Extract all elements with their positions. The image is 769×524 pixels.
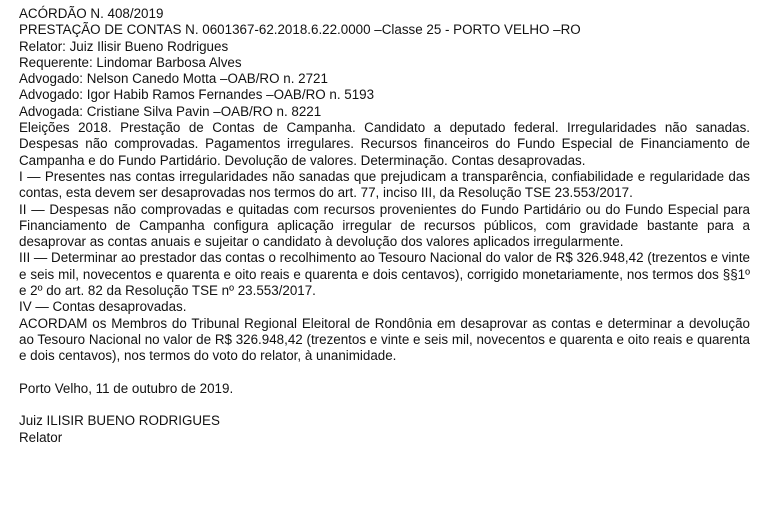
advogado-line-2: Advogado: Igor Habib Ramos Fernandes –OAB/RO n. 5193 (19, 87, 375, 103)
spacer (19, 365, 750, 381)
item-iii-paragraph: III — Determinar ao prestador das contas o recolhimento ao Tesouro Nacional do valor de R$ 326.948,42 (trezentos e vinte e seis mil, novecentos e quarenta e oito reais e quarenta e dois centavos), corrigido monetariamente, nos termos dos §§1º e 2º do art. 82 da Resolução TSE nº 23.553/2017. (19, 250, 750, 299)
item-i-paragraph: I — Presentes nas contas irregularidades não sanadas que prejudicam a transparência, confiabilidade e regularidade das contas, esta devem ser desaprovadas nos termos do art. 77, inciso III, da Resolução TSE 23.553/2017. (19, 168, 750, 201)
advogada-line: Advogada: Cristiane Silva Pavin –OAB/RO n. 8221 (19, 103, 322, 119)
ementa-paragraph: Eleições 2018. Prestação de Contas de Campanha. Candidato a deputado federal. Irregularidades não sanadas. Despesas não comprovadas. Pagamentos irregulares. Recursos financeiros do Fundo Especial de Financiamento de Campanha e do Fundo Partidário. Devolução de valores. Determinação. Contas desaprovadas. (19, 120, 750, 168)
signer-role: Relator (19, 429, 63, 445)
case-title: PRESTAÇÃO DE CONTAS N. 0601367-62.2018.6.22.0000 –Classe 25 - PORTO VELHO –RO (19, 22, 581, 38)
requerente-line: Requerente: Lindomar Barbosa Alves (19, 54, 242, 70)
signer-name: Juiz ILISIR BUENO RODRIGUES (19, 413, 220, 429)
relator-line: Relator: Juiz Ilisir Bueno Rodrigues (19, 38, 229, 54)
item-ii-paragraph: II — Despesas não comprovadas e quitadas com recursos provenientes do Fundo Partidário ou do Fundo Especial para Financiamento de Campanha configura aplicação irregular de recursos públicos, com gravidade bastante para a desaprovar as contas anuais e sujeitar o candidato à devolução dos valores aplicados irregularmente. (19, 201, 750, 250)
document-page (19, 6, 750, 446)
acordao-number: ACÓRDÃO N. 408/2019 (19, 6, 164, 21)
item-iv-paragraph: IV — Contas desaprovadas. (19, 299, 187, 315)
place-date: Porto Velho, 11 de outubro de 2019. (19, 380, 234, 396)
advogado-line-1: Advogado: Nelson Canedo Motta –OAB/RO n. 2721 (19, 71, 328, 87)
spacer (19, 397, 750, 413)
acordam-paragraph: ACORDAM os Membros do Tribunal Regional Eleitoral de Rondônia em desaprovar as contas e determinar a devolução ao Tesouro Nacional no valor de R$ 326.948,42 (trezentos e vinte e seis mil, novecentos e quarenta e oito reais e quarenta e dois centavos), nos termos do voto do relator, à unanimidade. (19, 315, 750, 364)
